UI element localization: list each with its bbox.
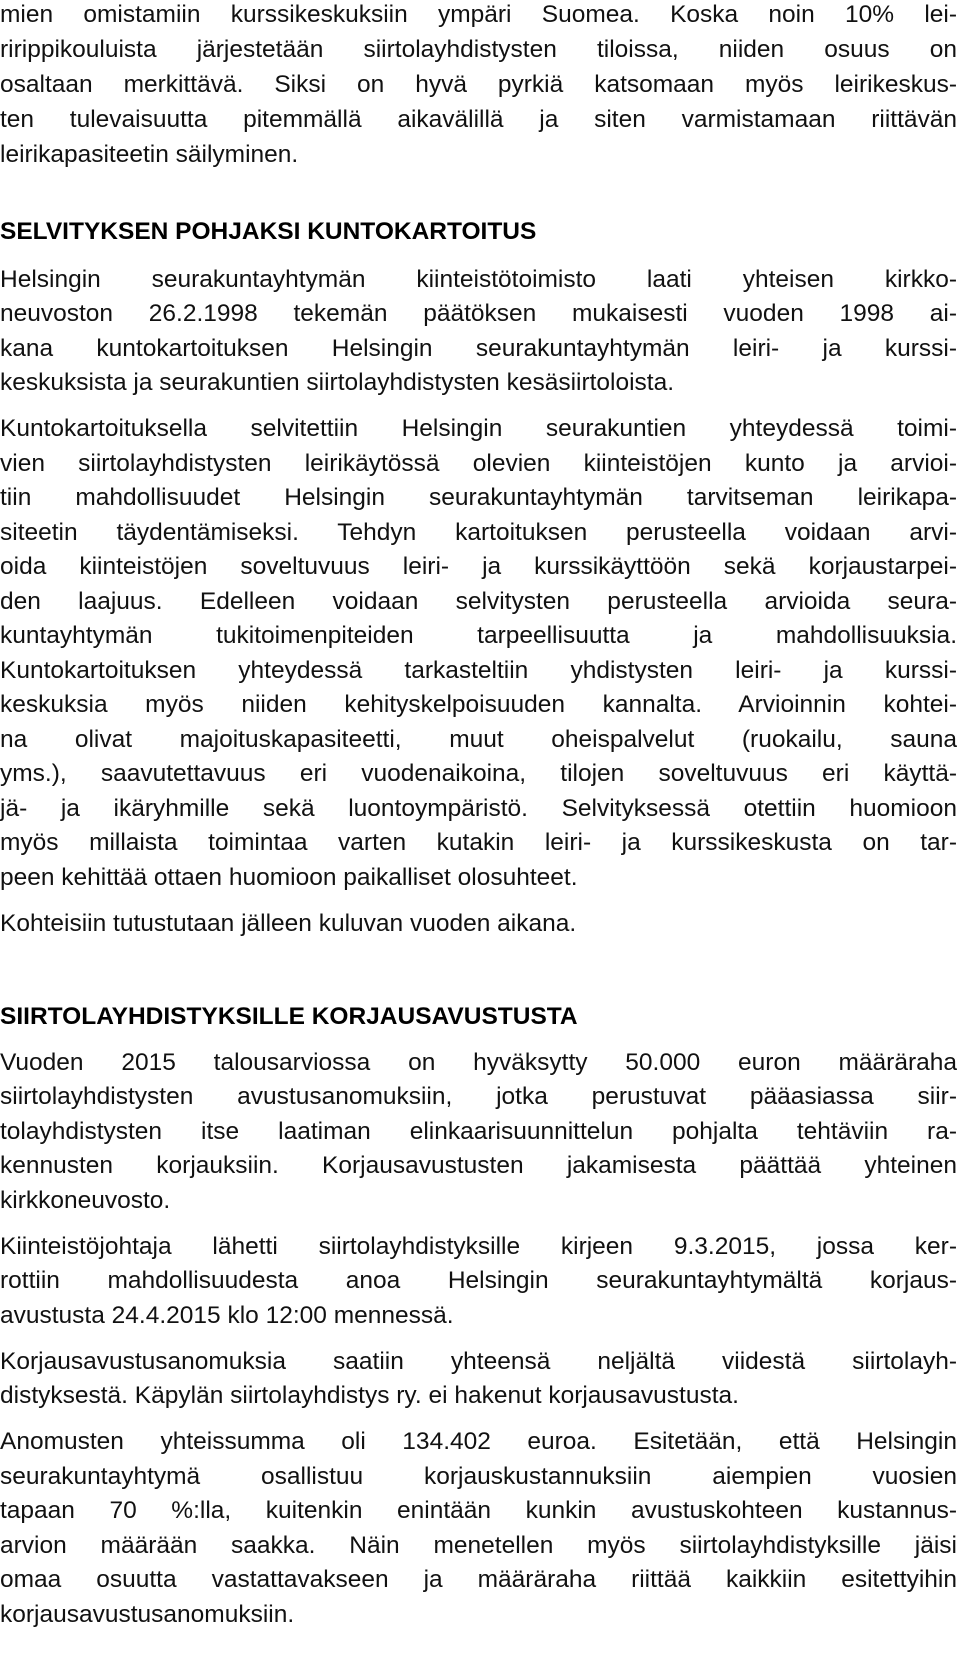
text-line: siteetin täydentämiseksi. Tehdyn kartoituksen perusteella voidaan arvi-: [0, 519, 957, 546]
text-line: jä- ja ikäryhmille sekä luontoympäristö. Selvityksessä otettiin huomioon: [0, 795, 957, 822]
text-line: tapaan 70 %:lla, kuitenkin enintään kunkin avustuskohteen kustannus-: [0, 1497, 957, 1524]
text-line: neuvoston 26.2.1998 tekemän päätöksen mukaisesti vuoden 1998 ai-: [0, 300, 957, 327]
text-line: Anomusten yhteissumma oli 134.402 euroa. Esitetään, että Helsingin: [0, 1428, 957, 1455]
text-line: Vuoden 2015 talousarviossa on hyväksytty 50.000 euron määräraha: [0, 1049, 957, 1076]
text-line: siirtolayhdistysten avustusanomuksiin, jotka perustuvat pääasiassa siir-: [0, 1083, 957, 1110]
section-heading: SIIRTOLAYHDISTYKSILLE KORJAUSAVUSTUSTA: [0, 1003, 578, 1030]
text-line: seurakuntayhtymä osallistuu korjauskustannuksiin aiempien vuosien: [0, 1463, 957, 1490]
text-line: kennusten korjauksiin. Korjausavustusten jakamisesta päättää yhteinen: [0, 1152, 957, 1179]
text-line: keskuksista ja seurakuntien siirtolayhdistysten kesäsiirtoloista.: [0, 369, 675, 396]
text-line: rottiin mahdollisuudesta anoa Helsingin seurakuntayhtymältä korjaus-: [0, 1267, 957, 1294]
text-line: omaa osuutta vastattavakseen ja määräraha riittää kaikkiin esitettyihin: [0, 1566, 957, 1593]
text-line: mien omistamiin kurssikeskuksiin ympäri Suomea. Koska noin 10% lei-: [0, 1, 957, 28]
text-line: Korjausavustusanomuksia saatiin yhteensä neljältä viidestä siirtolayh-: [0, 1348, 957, 1375]
section-heading: SELVITYKSEN POHJAKSI KUNTOKARTOITUS: [0, 218, 537, 245]
text-line: osaltaan merkittävä. Siksi on hyvä pyrkiä katsomaan myös leirikeskus-: [0, 71, 957, 98]
text-line: leirikapasiteetin säilyminen.: [0, 141, 299, 168]
text-line: distyksestä. Käpylän siirtolayhdistys ry. ei hakenut korjausavustusta.: [0, 1382, 739, 1409]
text-line: tiin mahdollisuudet Helsingin seurakuntayhtymän tarvitseman leirikapa-: [0, 484, 957, 511]
text-line: Kiinteistöjohtaja lähetti siirtolayhdistyksille kirjeen 9.3.2015, jossa ker-: [0, 1233, 957, 1260]
text-line: Kohteisiin tutustutaan jälleen kuluvan vuoden aikana.: [0, 910, 577, 937]
text-line: arvion määrään saakka. Näin menetellen myös siirtolayhdistyksille jäisi: [0, 1532, 957, 1559]
text-line: kuntayhtymän tukitoimenpiteiden tarpeellisuutta ja mahdollisuuksia.: [0, 622, 957, 649]
text-line: den laajuus. Edelleen voidaan selvitysten perusteella arvioida seura-: [0, 588, 957, 615]
text-line: avustusta 24.4.2015 klo 12:00 mennessä.: [0, 1302, 454, 1329]
text-line: yms.), saavutettavuus eri vuodenaikoina, tilojen soveltuvuus eri käyttä-: [0, 760, 957, 787]
text-line: keskuksia myös niiden kehityskelpoisuuden kannalta. Arvioinnin kohtei-: [0, 691, 957, 718]
text-line: kirkkoneuvosto.: [0, 1187, 171, 1214]
text-line: myös millaista toimintaa varten kutakin leiri- ja kurssikeskusta on tar-: [0, 829, 957, 856]
text-line: Kuntokartoituksella selvitettiin Helsingin seurakuntien yhteydessä toimi-: [0, 415, 957, 442]
text-line: tolayhdistysten itse laatiman elinkaarisuunnittelun pohjalta tehtäviin ra-: [0, 1118, 957, 1145]
text-line: ten tulevaisuutta pitemmällä aikavälillä ja siten varmistamaan riittävän: [0, 106, 957, 133]
text-line: korjausavustusanomuksiin.: [0, 1601, 295, 1628]
text-line: Kuntokartoituksen yhteydessä tarkasteltiin yhdistysten leiri- ja kurssi-: [0, 657, 957, 684]
text-line: Helsingin seurakuntayhtymän kiinteistötoimisto laati yhteisen kirkko-: [0, 266, 957, 293]
text-line: kana kuntokartoituksen Helsingin seurakuntayhtymän leiri- ja kurssi-: [0, 335, 957, 362]
text-line: peen kehittää ottaen huomioon paikalliset olosuhteet.: [0, 864, 578, 891]
text-line: oida kiinteistöjen soveltuvuus leiri- ja kurssikäyttöön sekä korjaustarpei-: [0, 553, 957, 580]
text-line: na olivat majoituskapasiteetti, muut oheispalvelut (ruokailu, sauna: [0, 726, 957, 753]
text-line: ririppikouluista järjestetään siirtolayhdistysten tiloissa, niiden osuus on: [0, 36, 957, 63]
text-line: vien siirtolayhdistysten leirikäytössä olevien kiinteistöjen kunto ja arvioi-: [0, 450, 957, 477]
